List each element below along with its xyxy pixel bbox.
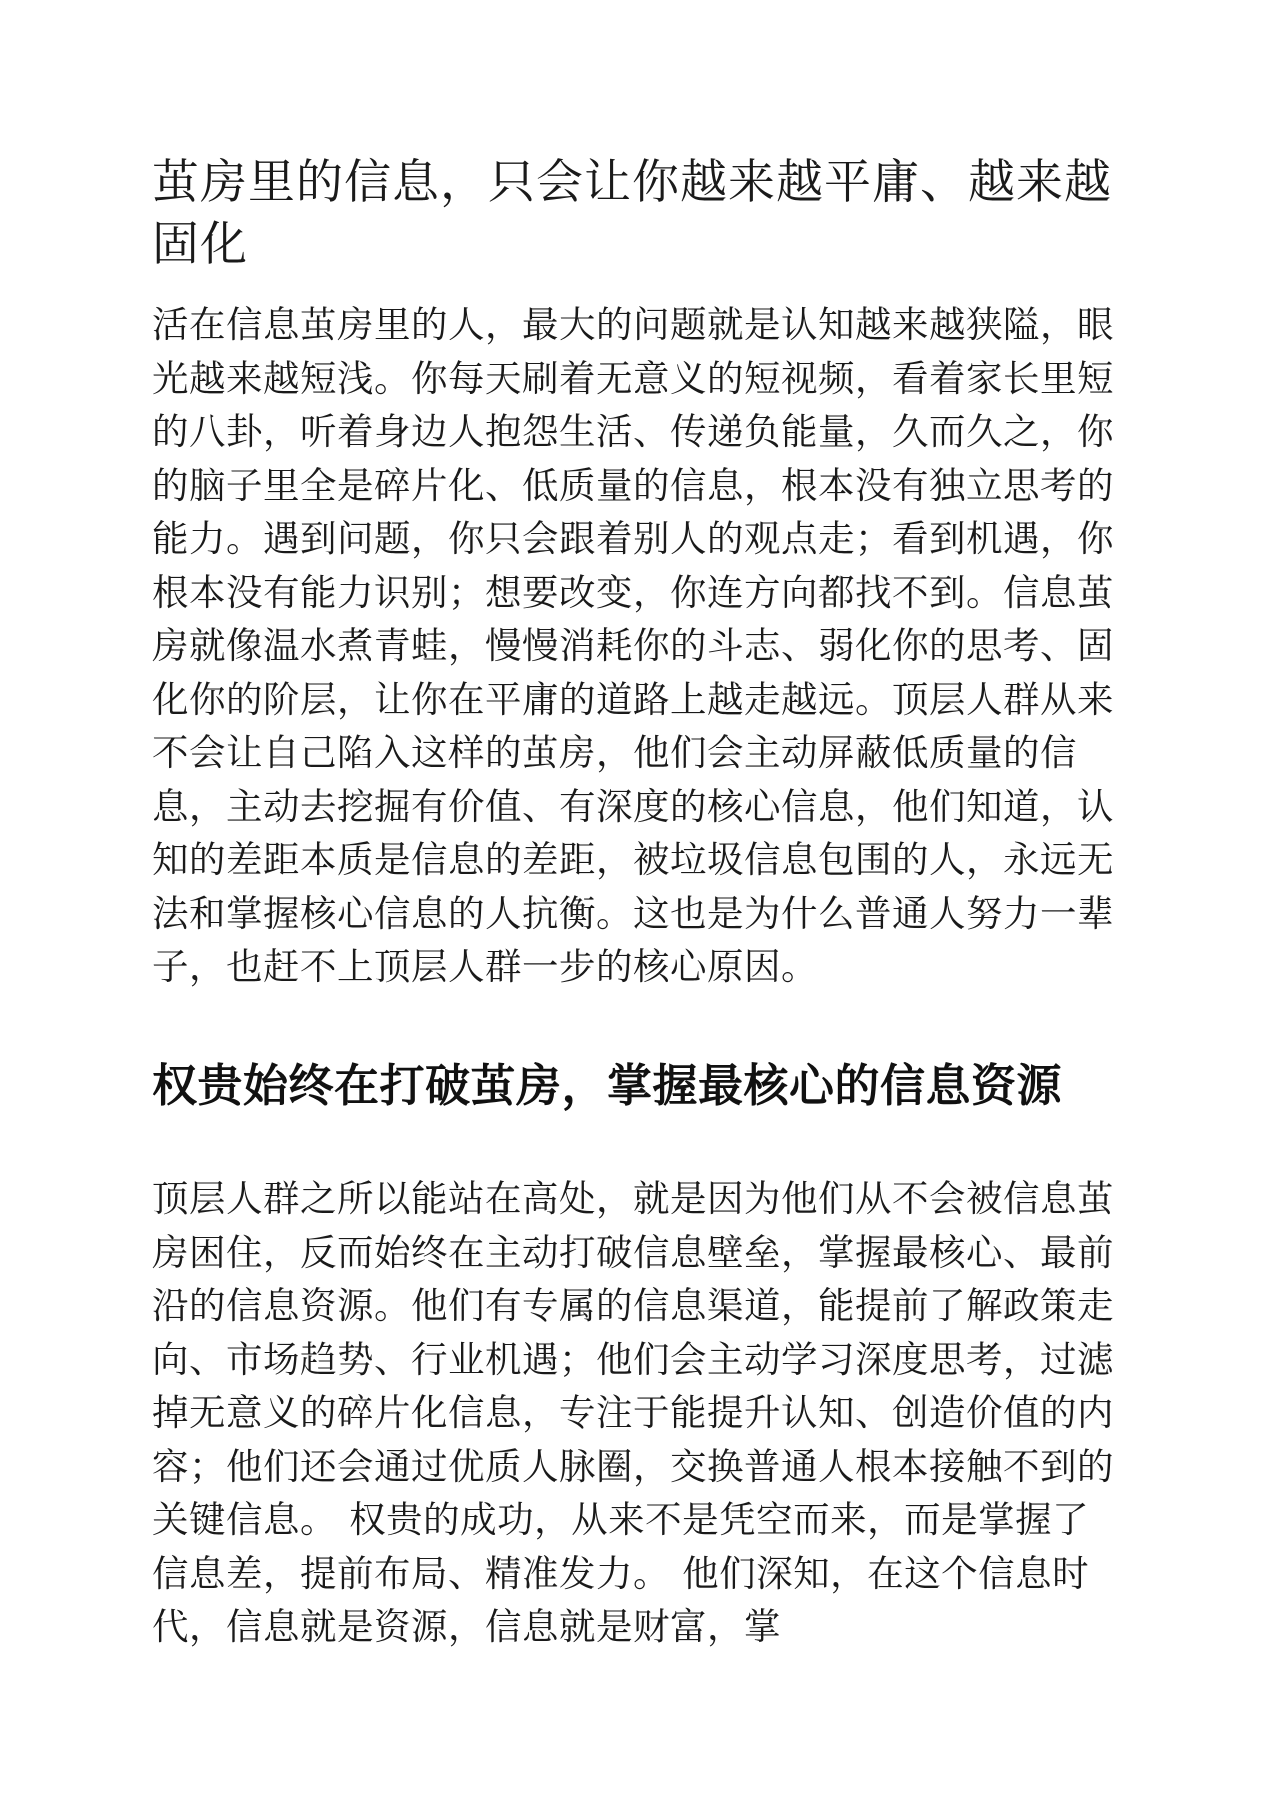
- section-2-heading: 权贵始终在打破茧房，掌握最核心的信息资源: [152, 1059, 1063, 1112]
- section-2-body: 顶层人群之所以能站在高处，就是因为他们从不会被信息茧房困住，反而始终在主动打破信息壁垒，掌握最核心、最前沿的信息资源。他们有专属的信息渠道，能提前了解政策走向、市场趋势、行业机遇；他们会主动学习深度思考，过滤掉无意义的碎片化信息，专注于能提升认知、创造价值的内容；他们还会通过优质人脉圈，交换普通人根本接触不到的关键信息。 权贵的成功，从来不是凭空而来，而是掌握了信息差，提前布局、精准发力。 他们深知，在这个信息时代，信息就是资源，信息就是财富，掌: [152, 1177, 1114, 1648]
- section-1-heading: 茧房里的信息，只会让你越来越平庸、越来越固化: [152, 155, 1112, 272]
- section-1-body: 活在信息茧房里的人，最大的问题就是认知越来越狭隘，眼光越来越短浅。你每天刷着无意义的短视频，看着家长里短的八卦，听着身边人抱怨生活、传递负能量，久而久之，你的脑子里全是碎片化、低质量的信息，根本没有独立思考的能力。遇到问题，你只会跟着别人的观点走；看到机遇，你根本没有能力识别；想要改变，你连方向都找不到。信息茧房就像温水煮青蛙，慢慢消耗你的斗志、弱化你的思考、固化你的阶层，让你在平庸的道路上越走越远。顶层人群从来不会让自己陷入这样的茧房，他们会主动屏蔽低质量的信息，主动去挖掘有价值、有深度的核心信息，他们知道，认知的差距本质是信息的差距，被垃圾信息包围的人，永远无法和掌握核心信息的人抗衡。这也是为什么普通人努力一辈子，也赶不上顶层人群一步的核心原因。: [152, 303, 1114, 988]
